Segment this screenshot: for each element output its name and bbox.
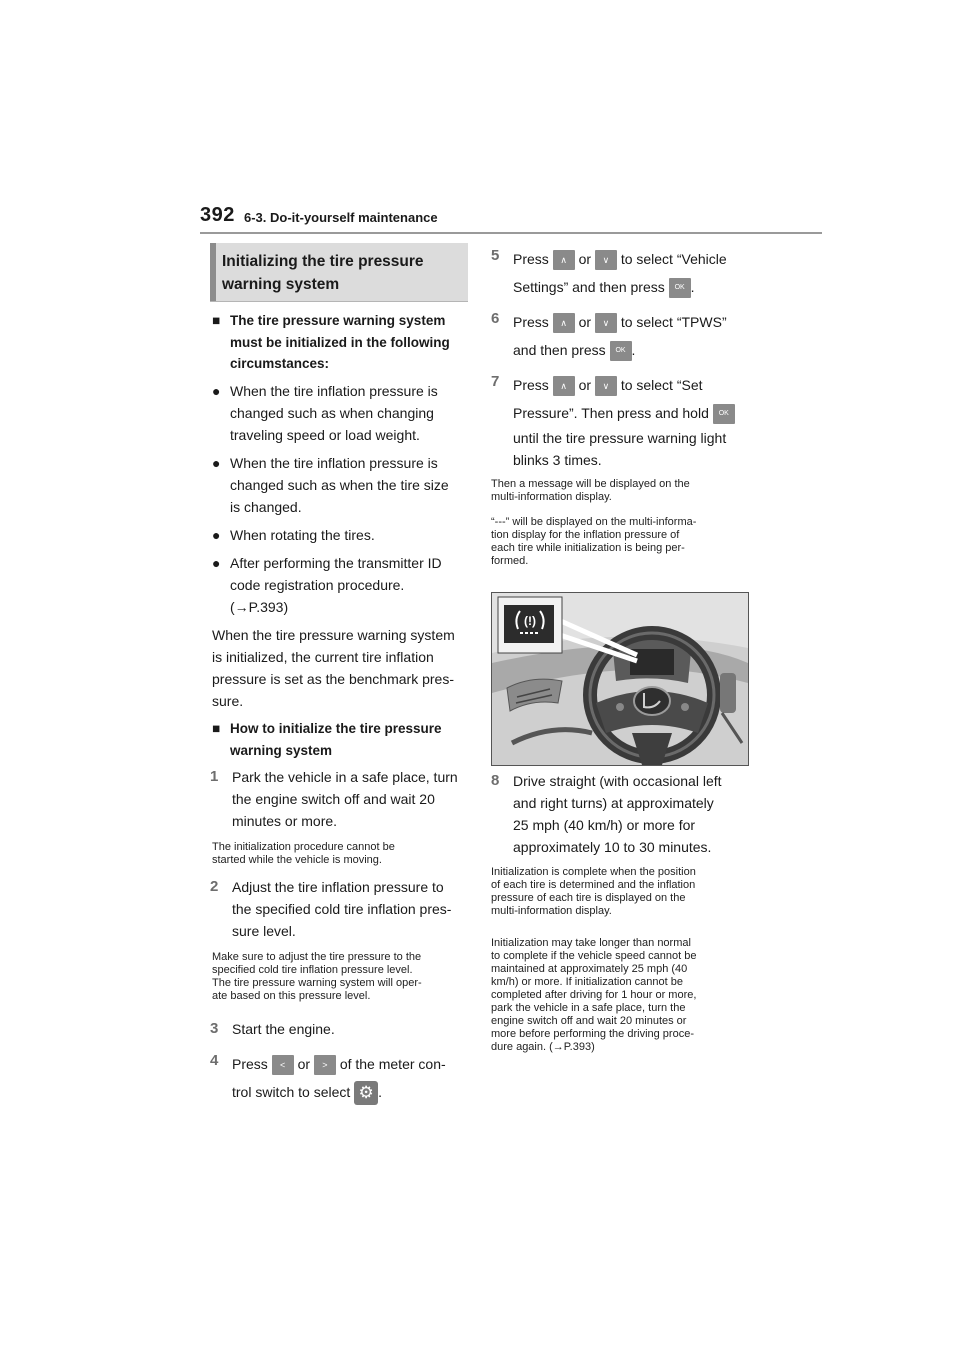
list-item-text: changed such as when changing: [230, 405, 434, 421]
step-text: .: [631, 342, 636, 358]
section-header: 6-3. Do-it-yourself maintenance: [244, 210, 438, 225]
note-line: park the vehicle in a safe place, turn the: [491, 1002, 686, 1014]
note-message-displayed: [491, 478, 753, 504]
note-line: multi-information display.: [491, 905, 612, 917]
subheading-line: The tire pressure warning system: [230, 313, 446, 328]
down-arrow-key-icon: ∨: [595, 250, 617, 270]
list-item: [212, 524, 472, 546]
note-line: Initialization is complete when the position: [491, 866, 696, 878]
list-item-text: traveling speed or load weight.: [230, 427, 420, 443]
step-4: [210, 1050, 474, 1110]
step-7: [491, 371, 771, 471]
paragraph-line: is initialized, the current tire inflation: [212, 649, 434, 665]
note-line: of each tire is determined and the inflation: [491, 879, 696, 891]
note-line: Initialization may take longer than normal: [491, 937, 691, 949]
step-text: and then press: [513, 342, 606, 358]
step-5: [491, 245, 771, 303]
step-text: .: [690, 279, 695, 295]
note-line: engine switch off and wait 20 minutes or: [491, 1015, 687, 1027]
tire-pressure-warning-icon: (!): [524, 614, 536, 628]
step-text: Press: [513, 314, 549, 330]
note-line: “---” will be displayed on the multi-informa-: [491, 516, 697, 528]
page-number: 392: [200, 204, 235, 226]
up-arrow-key-icon: ∧: [553, 250, 575, 270]
step-number: 8: [491, 772, 500, 789]
step-text: Adjust the tire inflation pressure to: [232, 879, 444, 895]
section-title: Initializing the tire pressure warning system: [222, 253, 424, 293]
list-item-text: When the tire inflation pressure is: [230, 455, 438, 471]
list-item-text: After performing the transmitter ID: [230, 555, 442, 571]
step-text: .: [378, 1084, 383, 1100]
note-dashes-displayed: [491, 516, 753, 568]
note-step-1: [212, 841, 474, 867]
step-1: [210, 766, 474, 832]
step-number: 5: [491, 247, 500, 264]
step-text: blinks 3 times.: [513, 452, 602, 468]
step-text: trol switch to select: [232, 1084, 351, 1100]
list-item-text: When rotating the tires.: [230, 527, 375, 543]
list-item-text: is changed.: [230, 499, 302, 515]
square-bullet-icon: ■: [212, 721, 221, 736]
step-text: Press: [513, 251, 549, 267]
subheading-must-initialize: [212, 310, 472, 376]
step-text: or: [578, 314, 592, 330]
note-line: specified cold tire inflation pressure level.: [212, 964, 413, 976]
subheading-line: warning system: [230, 742, 333, 758]
note-line: more before performing the driving proce-: [491, 1028, 694, 1040]
step-6: [491, 308, 771, 366]
list-item: [212, 552, 472, 618]
step-number: 7: [491, 373, 500, 390]
note-line: The tire pressure warning system will oper-: [212, 977, 422, 989]
note-line: formed.: [491, 555, 529, 567]
left-arrow-key-icon: <: [272, 1055, 294, 1075]
step-text: or: [578, 377, 592, 393]
page-reference-link[interactable]: dure again. (→P.393): [491, 1041, 595, 1053]
step-3: [210, 1018, 474, 1040]
step-number: 6: [491, 310, 500, 327]
step-8: [491, 770, 771, 858]
section-title-box: [210, 243, 468, 302]
right-arrow-key-icon: >: [314, 1055, 336, 1075]
step-number: 1: [210, 768, 219, 785]
down-arrow-key-icon: ∨: [595, 376, 617, 396]
down-arrow-key-icon: ∨: [595, 313, 617, 333]
note-line: Then a message will be displayed on the: [491, 478, 690, 490]
note-initialization-complete: [491, 866, 753, 918]
bullet-dot-icon: ●: [212, 555, 221, 571]
step-text: sure level.: [232, 923, 296, 939]
paragraph-line: sure.: [212, 693, 244, 709]
note-line: km/h) or more. If initialization cannot be: [491, 976, 683, 988]
list-item: [212, 380, 472, 446]
note-step-2: [212, 951, 474, 1003]
step-text: the specified cold tire inflation pres-: [232, 901, 452, 917]
subheading-line: must be initialized in the following: [230, 334, 450, 350]
step-text: approximately 10 to 30 minutes.: [513, 839, 712, 855]
step-text: or: [297, 1056, 311, 1072]
list-item-text: code registration procedure.: [230, 577, 405, 593]
up-arrow-key-icon: ∧: [553, 376, 575, 396]
step-text: Press: [232, 1056, 268, 1072]
note-line: ate based on this pressure level.: [212, 990, 371, 1002]
list-item-text: When the tire inflation pressure is: [230, 383, 438, 399]
paragraph-line: pressure is set as the benchmark pres-: [212, 671, 454, 687]
ok-key-icon: OK: [669, 278, 691, 298]
dashboard-illustration: [491, 592, 749, 766]
subheading-how-to-initialize: [212, 718, 472, 762]
header-divider: [200, 232, 822, 234]
step-text: Press: [513, 377, 549, 393]
bullet-dot-icon: ●: [212, 455, 221, 471]
note-line: multi-information display.: [491, 491, 612, 503]
note-line: started while the vehicle is moving.: [212, 854, 382, 866]
step-text: and right turns) at approximately: [513, 795, 714, 811]
step-2: [210, 876, 474, 942]
step-text: Park the vehicle in a safe place, turn: [232, 769, 458, 785]
note-line: each tire while initialization is being per-: [491, 542, 685, 554]
note-line: tion display for the inflation pressure of: [491, 529, 680, 541]
step-text: Settings” and then press: [513, 279, 665, 295]
step-text: Drive straight (with occasional left: [513, 773, 722, 789]
bullet-dot-icon: ●: [212, 383, 221, 399]
list-item-text: changed such as when the tire size: [230, 477, 449, 493]
step-text: the engine switch off and wait 20: [232, 791, 435, 807]
note-line: to complete if the vehicle speed cannot be: [491, 950, 697, 962]
note-line: Make sure to adjust the tire pressure to the: [212, 951, 422, 963]
step-text: Start the engine.: [232, 1021, 335, 1037]
step-number: 3: [210, 1020, 219, 1037]
step-text: to select “Vehicle: [620, 251, 727, 267]
subheading-line: circumstances:: [230, 356, 330, 371]
square-bullet-icon: ■: [212, 313, 221, 328]
page-reference-link[interactable]: (→P.393): [230, 599, 289, 615]
ok-key-icon: OK: [610, 341, 632, 361]
step-text: Pressure”. Then press and hold: [513, 405, 709, 421]
paragraph-benchmark: [212, 624, 474, 712]
subheading-line: How to initialize the tire pressure: [230, 721, 442, 736]
note-line: maintained at approximately 25 mph (40: [491, 963, 688, 975]
step-text: minutes or more.: [232, 813, 338, 829]
step-text: of the meter con-: [339, 1056, 446, 1072]
step-text: 25 mph (40 km/h) or more for: [513, 817, 696, 833]
ok-key-icon: OK: [713, 404, 735, 424]
settings-gear-icon: ⚙: [354, 1081, 378, 1105]
step-number: 2: [210, 878, 219, 895]
note-line: The initialization procedure cannot be: [212, 841, 395, 853]
step-text: until the tire pressure warning light: [513, 430, 727, 446]
note-line: completed after driving for 1 hour or more,: [491, 989, 697, 1001]
paragraph-line: When the tire pressure warning system: [212, 627, 455, 643]
step-text: to select “TPWS”: [620, 314, 727, 330]
step-text: to select “Set: [620, 377, 703, 393]
list-item: [212, 452, 472, 518]
up-arrow-key-icon: ∧: [553, 313, 575, 333]
section-title-accent-bar: [210, 243, 216, 301]
step-number: 4: [210, 1052, 219, 1069]
step-text: or: [578, 251, 592, 267]
bullet-dot-icon: ●: [212, 527, 221, 543]
note-line: pressure of each tire is displayed on the: [491, 892, 686, 904]
note-initialization-longer: [491, 937, 753, 1054]
